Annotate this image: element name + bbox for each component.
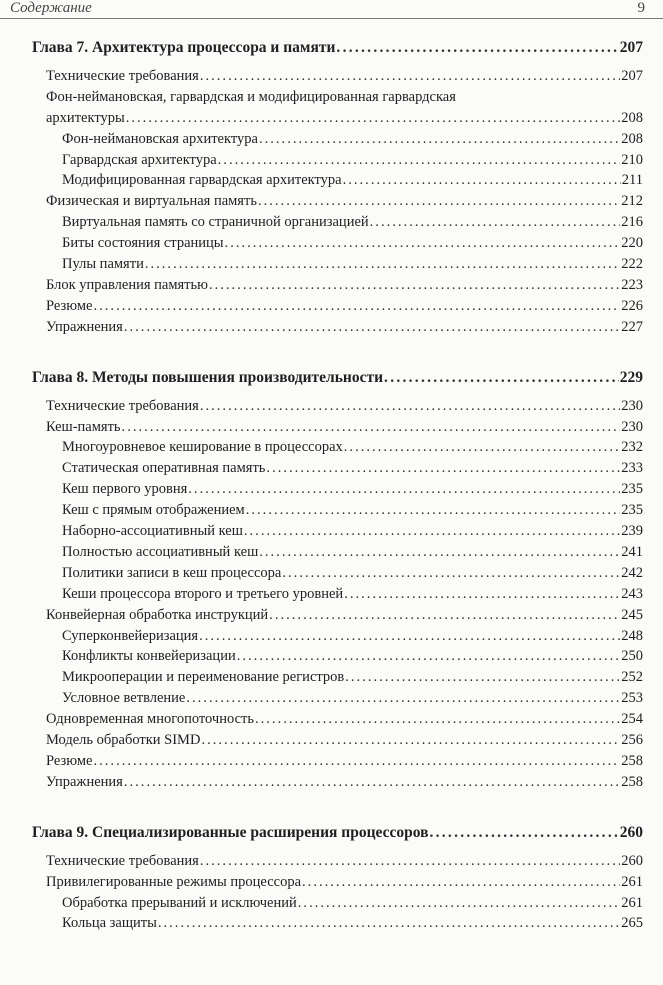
toc-entry[interactable] bbox=[0, 254, 663, 275]
leader-dots bbox=[199, 626, 620, 647]
chapter-heading[interactable] bbox=[0, 823, 663, 844]
page-number: 9 bbox=[637, 0, 645, 16]
leader-dots bbox=[370, 212, 621, 233]
toc-entry[interactable] bbox=[0, 667, 663, 688]
toc-entry[interactable] bbox=[0, 772, 663, 793]
toc-entry-page: 260 bbox=[621, 852, 643, 869]
toc-entry[interactable] bbox=[0, 500, 663, 521]
toc-entry-title: Технические требования bbox=[46, 67, 199, 84]
toc-entry-page: 248 bbox=[621, 627, 643, 644]
toc-entry[interactable] bbox=[0, 851, 663, 872]
toc-entry-page: 235 bbox=[621, 481, 643, 498]
toc-entry-title: Многоуровневое кеширование в процессорах bbox=[62, 439, 343, 456]
leader-dots bbox=[246, 500, 621, 521]
toc-entry-page: 208 bbox=[621, 109, 643, 126]
toc-entry-title: Политики записи в кеш процессора bbox=[62, 564, 282, 581]
leader-dots bbox=[344, 584, 620, 605]
toc-entry-page: 252 bbox=[621, 669, 643, 686]
toc-entry-page: 226 bbox=[621, 297, 643, 314]
toc-entry[interactable] bbox=[0, 129, 663, 150]
leader-dots bbox=[218, 150, 621, 171]
leader-dots bbox=[343, 170, 621, 191]
toc-entry-page: 223 bbox=[621, 276, 643, 293]
toc-entry-title: Одновременная многопоточность bbox=[46, 711, 254, 728]
toc-entry-title: Резюме bbox=[46, 297, 93, 314]
toc-entry-title: Пулы памяти bbox=[62, 256, 144, 273]
toc-entry-page: 211 bbox=[621, 172, 643, 189]
toc-entry-page: 208 bbox=[621, 130, 643, 147]
chapter-section bbox=[0, 368, 663, 793]
toc-entry-page: 265 bbox=[621, 915, 643, 932]
toc-entry[interactable] bbox=[0, 688, 663, 709]
toc-entry[interactable] bbox=[0, 872, 663, 893]
toc-entry-page: 253 bbox=[621, 690, 643, 707]
toc-entry-title: Упражнения bbox=[46, 318, 123, 335]
toc-entry-page: 239 bbox=[621, 523, 643, 540]
toc-entry-page: 256 bbox=[621, 732, 643, 749]
toc-entry[interactable] bbox=[0, 479, 663, 500]
toc-entry[interactable] bbox=[0, 275, 663, 296]
leader-dots bbox=[200, 66, 620, 87]
leader-dots bbox=[200, 396, 620, 417]
toc-entry-page: 245 bbox=[621, 606, 643, 623]
leader-dots bbox=[200, 851, 620, 872]
toc-entry[interactable] bbox=[0, 233, 663, 254]
leader-dots bbox=[201, 730, 620, 751]
toc-entry-page: 258 bbox=[621, 753, 643, 769]
leader-dots bbox=[384, 368, 619, 389]
toc-entry[interactable] bbox=[0, 317, 663, 338]
leader-dots bbox=[282, 563, 620, 584]
leader-dots bbox=[336, 38, 618, 59]
leader-dots bbox=[145, 254, 620, 275]
toc-entry-page: 216 bbox=[621, 214, 643, 231]
chapter-title: Глава 8. Методы повышения производительности bbox=[32, 368, 384, 386]
leader-dots bbox=[122, 417, 621, 438]
toc-entry[interactable] bbox=[0, 730, 663, 751]
toc-entry-title: Полностью ассоциативный кеш bbox=[62, 543, 259, 560]
table-of-contents bbox=[0, 38, 663, 964]
leader-dots bbox=[124, 772, 620, 793]
toc-entry-title-continued: архитектуры bbox=[46, 109, 125, 126]
toc-entry[interactable] bbox=[0, 913, 663, 934]
leader-dots bbox=[429, 823, 618, 844]
toc-entry[interactable] bbox=[0, 521, 663, 542]
leader-dots bbox=[209, 275, 620, 296]
toc-entry-page: 258 bbox=[621, 773, 643, 790]
toc-entry-page: 250 bbox=[621, 648, 643, 665]
toc-entry-page: 232 bbox=[621, 439, 643, 456]
toc-entry[interactable] bbox=[0, 417, 663, 438]
leader-dots bbox=[344, 437, 620, 458]
toc-entry-page: 261 bbox=[621, 894, 643, 911]
toc-entry[interactable] bbox=[0, 458, 663, 479]
leader-dots bbox=[126, 108, 621, 129]
toc-entry[interactable] bbox=[0, 150, 663, 171]
toc-entry[interactable] bbox=[0, 563, 663, 584]
toc-entry-line[interactable] bbox=[0, 87, 663, 108]
toc-entry[interactable] bbox=[0, 626, 663, 647]
leader-dots bbox=[124, 317, 620, 338]
toc-entry-title: Фон-неймановская архитектура bbox=[62, 130, 258, 147]
chapter-page: 207 bbox=[619, 39, 643, 56]
leader-dots bbox=[258, 191, 620, 212]
leader-dots bbox=[93, 751, 620, 772]
leader-dots bbox=[225, 233, 621, 254]
toc-entry-title: Гарвардская архитектура bbox=[62, 151, 217, 168]
toc-entry-title: Кеш с прямым отображением bbox=[62, 502, 245, 519]
leader-dots bbox=[186, 688, 620, 709]
chapter-page: 229 bbox=[619, 368, 643, 386]
toc-entry-title: Биты состояния страницы bbox=[62, 235, 224, 252]
chapter-page: 260 bbox=[619, 823, 643, 841]
toc-entry-title: Привилегированные режимы процессора bbox=[46, 873, 302, 890]
chapter-title: Глава 9. Специализированные расширения процессоров bbox=[32, 823, 429, 841]
toc-entry[interactable] bbox=[0, 66, 663, 87]
leader-dots bbox=[237, 646, 621, 667]
toc-entry-page: 241 bbox=[621, 543, 643, 560]
toc-entry[interactable] bbox=[0, 542, 663, 563]
toc-entry[interactable] bbox=[0, 191, 663, 212]
toc-entry-title: Физическая и виртуальная память bbox=[46, 193, 257, 210]
toc-entry-title: Виртуальная память со страничной организацией bbox=[62, 214, 369, 231]
toc-entry[interactable] bbox=[0, 212, 663, 233]
toc-entry-page: 212 bbox=[621, 193, 643, 210]
toc-entry-title: Упражнения bbox=[46, 773, 123, 790]
leader-dots bbox=[302, 872, 620, 893]
toc-entry-title: Конфликты конвейеризации bbox=[62, 648, 236, 665]
toc-entry-page: 242 bbox=[621, 564, 643, 581]
toc-entry-page: 254 bbox=[621, 711, 643, 728]
toc-entry-title: Кольца защиты bbox=[62, 915, 157, 932]
chapter-heading[interactable] bbox=[0, 368, 663, 389]
toc-entry-title: Технические требования bbox=[46, 852, 199, 869]
chapter-title: Глава 7. Архитектура процессора и памяти bbox=[32, 39, 336, 56]
toc-entry-title: Обработка прерываний и исключений bbox=[62, 894, 297, 911]
toc-entry-title: Кеш-память bbox=[46, 418, 121, 435]
toc-entry-title: Модифицированная гарвардская архитектура bbox=[62, 172, 342, 189]
toc-entry-page: 227 bbox=[621, 318, 643, 335]
toc-entry-page: 261 bbox=[621, 873, 643, 890]
toc-entry-page: 207 bbox=[621, 67, 643, 84]
leader-dots bbox=[93, 296, 620, 317]
toc-entry-page: 210 bbox=[621, 151, 643, 168]
toc-entry-title: Суперконвейеризация bbox=[62, 627, 199, 644]
leader-dots bbox=[298, 893, 620, 914]
toc-entry[interactable] bbox=[0, 396, 663, 417]
toc-entry[interactable] bbox=[0, 437, 663, 458]
toc-entry-title: Модель обработки SIMD bbox=[46, 732, 201, 749]
toc-entry-title: Блок управления памятью bbox=[46, 276, 208, 293]
toc-entry-title: Кеши процессора второго и третьего уровней bbox=[62, 585, 344, 602]
toc-entry[interactable] bbox=[0, 170, 663, 191]
toc-entry-title: Фон-неймановская, гарвардская и модифицированная гарвардская bbox=[46, 88, 456, 105]
toc-entry-page: 220 bbox=[621, 235, 643, 252]
toc-entry-title: Кеш первого уровня bbox=[62, 481, 188, 498]
toc-entry[interactable] bbox=[0, 584, 663, 605]
toc-entry[interactable] bbox=[0, 296, 663, 317]
leader-dots bbox=[158, 913, 620, 934]
toc-entry-title: Микрооперации и переименование регистров bbox=[62, 669, 345, 686]
toc-entry[interactable] bbox=[0, 893, 663, 914]
toc-entry[interactable] bbox=[0, 751, 663, 772]
toc-entry[interactable] bbox=[0, 709, 663, 730]
toc-entry-title: Статическая оперативная память bbox=[62, 460, 266, 477]
toc-entry-title: Резюме bbox=[46, 753, 93, 769]
toc-entry-title: Условное ветвление bbox=[62, 690, 186, 707]
leader-dots bbox=[188, 479, 620, 500]
leader-dots bbox=[345, 667, 620, 688]
toc-entry-page: 222 bbox=[621, 256, 643, 273]
leader-dots bbox=[255, 709, 620, 730]
toc-entry[interactable] bbox=[0, 605, 663, 626]
toc-entry-page: 233 bbox=[621, 460, 643, 477]
leader-dots bbox=[266, 458, 620, 479]
toc-entry-page: 235 bbox=[621, 502, 643, 519]
toc-entry-title: Конвейерная обработка инструкций bbox=[46, 606, 269, 623]
toc-entry-page: 230 bbox=[621, 418, 643, 435]
toc-entry[interactable] bbox=[0, 108, 663, 129]
chapter-section bbox=[0, 823, 663, 935]
chapter-section bbox=[0, 38, 663, 338]
toc-entry-page: 243 bbox=[621, 585, 643, 602]
toc-entry-page: 230 bbox=[621, 397, 643, 414]
leader-dots bbox=[244, 521, 620, 542]
toc-entry-title: Технические требования bbox=[46, 397, 199, 414]
leader-dots bbox=[269, 605, 620, 626]
toc-entry-title: Наборно-ассоциативный кеш bbox=[62, 523, 243, 540]
chapter-heading[interactable] bbox=[0, 38, 663, 59]
running-header-title: Содержание bbox=[10, 0, 92, 16]
leader-dots bbox=[259, 542, 620, 563]
toc-entry[interactable] bbox=[0, 646, 663, 667]
leader-dots bbox=[259, 129, 620, 150]
running-header bbox=[0, 0, 663, 19]
